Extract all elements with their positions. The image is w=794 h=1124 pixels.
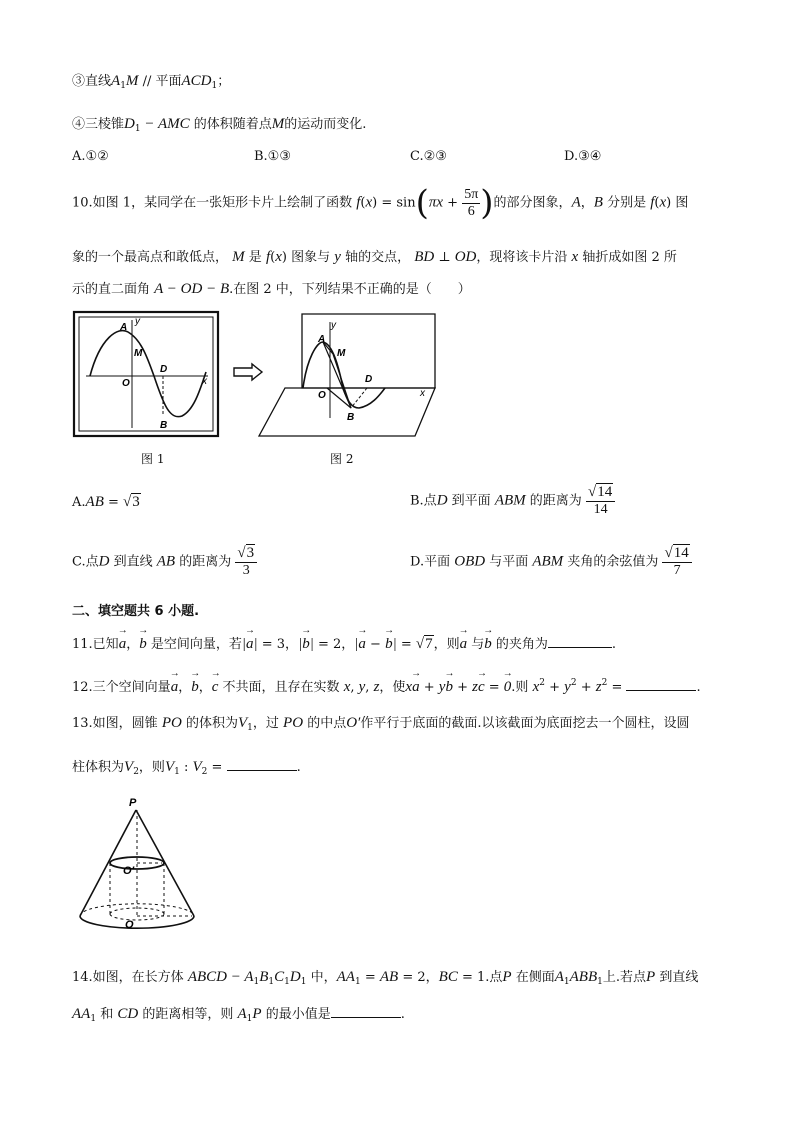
svg-text:O: O: [122, 378, 130, 389]
q12-answer-blank[interactable]: [626, 690, 696, 691]
q13-line-2: 柱体积为$V_2$，则$V_1$ : $V_2$ = .: [72, 759, 301, 777]
figure-1: [72, 310, 220, 438]
q14-line-2: $AA_1$ 和 CD 的距离相等，则 $A_1P$ 的最小值是 .: [72, 1006, 405, 1024]
section-2-heading: 二、填空题共 6 小题.: [72, 604, 200, 619]
figure-1-caption: 图 1: [141, 452, 165, 466]
q11-line: 11.已知→ a，→ b 是空间向量，若|→ a| = 3，|→ b| = 2，|→ a − → b| = √7，则→ a 与→ b 的夹角为 .: [72, 633, 616, 653]
q10-line-2: 象的一个最高点和敢低点， M 是 f(x) 图象与 y 轴的交点， BD ⊥ OD，现将该卡片沿 x 轴折成如图 2 所: [72, 249, 677, 265]
svg-text:y: y: [135, 316, 140, 327]
q11-answer-blank[interactable]: [548, 647, 612, 648]
statement-3: ③直线$A_1M$ // 平面$ACD_1$；: [72, 73, 231, 91]
q13-answer-blank[interactable]: [227, 770, 297, 771]
q10-option-c[interactable]: C.点D 到直线 AB 的距离为 $\frac{√3}{3}$: [72, 545, 257, 579]
svg-text:B: B: [347, 412, 355, 423]
q9-option-c[interactable]: C.②③: [410, 149, 447, 164]
svg-text:M: M: [337, 348, 346, 359]
svg-text:M: M: [134, 348, 143, 359]
svg-text:O: O: [318, 390, 326, 401]
svg-text:O′: O′: [123, 865, 135, 877]
q10-line-1: 10.如图 1，某同学在一张矩形卡片上绘制了函数 f(x) = sin(πx + $\frac{5\pi}{6}$ )的部分图象，A，B 分别是 f(x) 图: [72, 183, 689, 223]
svg-text:O: O: [125, 919, 134, 931]
svg-text:x: x: [202, 376, 207, 387]
svg-text:D: D: [365, 374, 373, 385]
statement-4: ④三棱锥$D_1$ − AMC 的体积随着点M的运动而变化.: [72, 116, 367, 134]
svg-text:B: B: [160, 420, 168, 431]
figure-2: [255, 308, 440, 440]
svg-text:D: D: [160, 364, 168, 375]
q12-line: 12.三个空间向量→ a，→ b，→ c 不共面，且存在实数 x, y, z，使x→ a + y→ b + z→ c = → 0.则 $x^2 + y^2 + z^2$ = .: [72, 676, 701, 696]
q14-answer-blank[interactable]: [331, 1017, 401, 1018]
q13-line-1: 13.如图，圆锥 PO 的体积为$V_1$，过 PO 的中点O′作平行于底面的截面.以该截面为底面挖去一个圆柱，设圆: [72, 715, 690, 733]
svg-text:P: P: [129, 797, 137, 809]
q10-option-d[interactable]: D.平面 OBD 与平面 ABM 夹角的余弦值为 $\frac{√14}{7}$: [410, 545, 692, 579]
q10-fraction: $\frac{5\pi}{6}$: [464, 186, 479, 219]
q14-line-1: 14.如图，在长方体 ABCD − $A_1B_1C_1D_1$ 中，$AA_1$ = AB = 2，BC = 1.点P 在侧面$A_1ABB_1$上.若点P 到直线: [72, 969, 699, 987]
figure-2-caption: 图 2: [330, 452, 354, 466]
q10-option-a[interactable]: A.AB = √3: [72, 494, 140, 510]
q10-option-b[interactable]: B.点D 到平面 ABM 的距离为 $\frac{√14}{14}$: [410, 484, 615, 518]
svg-text:A: A: [120, 322, 128, 333]
svg-text:x: x: [420, 388, 425, 399]
svg-text:A: A: [318, 334, 326, 345]
q9-option-d[interactable]: D.③④: [564, 149, 602, 164]
q9-option-b[interactable]: B.①③: [254, 149, 291, 164]
q9-option-a[interactable]: A.①②: [72, 149, 109, 164]
cone-figure: [76, 794, 200, 934]
q10-line-3: 示的直二面角 A − OD − B.在图 2 中，下列结果不正确的是（ ）: [72, 281, 471, 297]
svg-text:y: y: [331, 320, 336, 331]
